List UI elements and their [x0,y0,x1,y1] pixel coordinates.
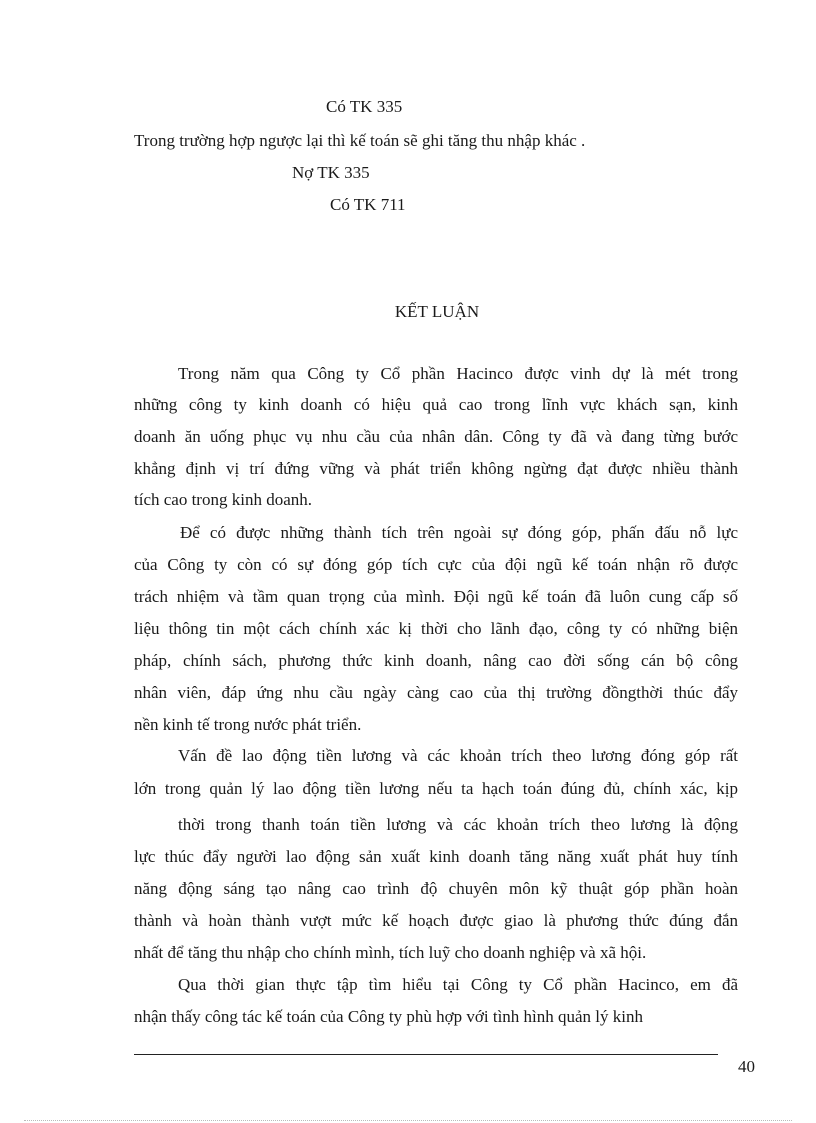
entry-note: Trong trường hợp ngược lại thì kế toán sẽ ghi tăng thu nhập khác . [134,131,586,150]
text-line: Để có được những thành tích trên ngoài sự đóng góp, phấn đấu nỗ lực [180,523,738,542]
page-number: 40 [738,1057,755,1076]
text-line: nhân viên, đáp ứng nhu cầu ngày càng cao của thị trường đồngthời thúc đẩy [134,683,738,702]
text-line: thời trong thanh toán tiền lương và các khoản trích theo lương là động [178,815,738,834]
text-line: lớn trong quản lý lao động tiền lương nếu ta hạch toán đúng đủ, chính xác, kịp [134,779,738,798]
entry-credit-711: Có TK 711 [330,195,406,214]
entry-credit-335: Có TK 335 [326,97,403,116]
text-line: liệu thông tin một cách chính xác kị thời cho lãnh đạo, công ty có những biện [134,619,738,638]
text-line: Trong năm qua Công ty Cổ phần Hacinco được vinh dự là mét trong [178,364,738,383]
text-line: nền kinh tế trong nước phát triển. [134,715,362,734]
text-line: thành và hoàn thành vượt mức kế hoạch được giao là phương thức đúng đắn [134,911,738,930]
text-line: trách nhiệm và tầm quan trọng của mình. Đội ngũ kế toán đã luôn cung cấp số [134,587,738,606]
section-title: KẾT LUẬN [394,302,480,321]
text-line: Qua thời gian thực tập tìm hiểu tại Công ty Cổ phần Hacinco, em đã [178,975,738,994]
text-line: lực thúc đẩy người lao động sản xuất kinh doanh tăng năng xuất phát huy tính [134,847,738,866]
text-line: nhận thấy công tác kế toán của Công ty phù hợp với tình hình quản lý kinh [134,1007,644,1026]
entry-debit-335: Nợ TK 335 [292,163,370,182]
text-line: năng động sáng tạo nâng cao trình độ chuyên môn kỹ thuật góp phần hoàn [134,879,738,898]
text-line: doanh ăn uống phục vụ nhu cầu của nhân dân. Công ty đã và đang từng bước [134,427,738,446]
text-line: những công ty kinh doanh có hiệu quả cao trong lĩnh vực khách sạn, kinh [134,395,738,414]
page-edge-dots [24,1120,792,1121]
text-line: tích cao trong kinh doanh. [134,490,312,509]
footer-divider [134,1054,718,1055]
text-line: khẳng định vị trí đứng vững và phát triển không ngừng đạt được nhiều thành [134,459,738,478]
text-line: của Công ty còn có sự đóng góp tích cực của đội ngũ kế toán nhận rõ được [134,555,738,574]
text-line: Vấn đề lao động tiền lương và các khoản trích theo lương đóng góp rất [178,746,738,765]
text-line: pháp, chính sách, phương thức kinh doanh, nâng cao đời sống cán bộ công [134,651,738,670]
text-line: nhất để tăng thu nhập cho chính mình, tích luỹ cho doanh nghiệp và xã hội. [134,943,647,962]
